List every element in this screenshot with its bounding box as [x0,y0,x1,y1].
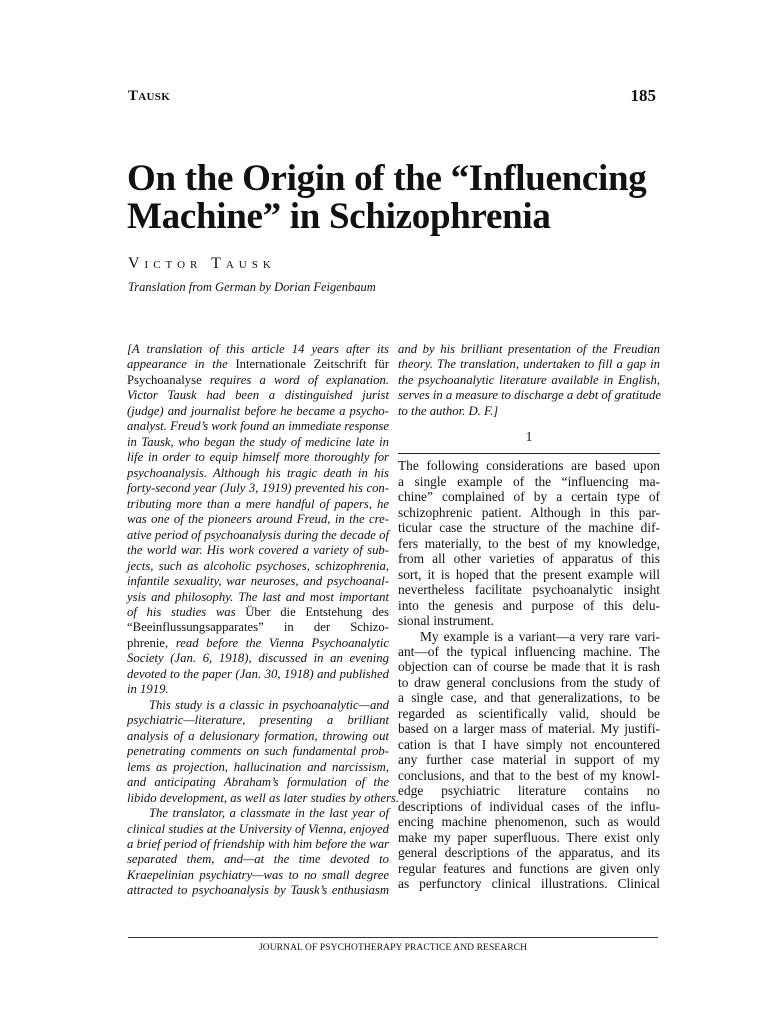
body-text [398,458,660,891]
italic-run: separated them, and—at the time devoted to [127,852,389,867]
text-line [127,790,400,806]
text-line [127,713,389,728]
text-line: regarded as scientifically valid, should be [398,705,660,721]
text-line: ant—of the typical influencing machine. The [398,643,660,659]
italic-run: Society (Jan. 6, 1918), discussed in an evening [127,651,389,666]
author-name: Victor Tausk [128,255,276,272]
italic-run: life in order to equip himself more thoroughly for [127,450,389,465]
running-head: Tausk [128,88,171,104]
text-line: nevertheless facilitate psychoanalytic insight [398,582,660,598]
text-line [127,760,389,775]
text-line: to draw general conclusions from the study of [398,674,660,690]
text-line [127,806,389,821]
text-line: a single example of the “influencing ma- [398,473,660,489]
text-line [127,605,389,620]
text-line: My example is a variant—a very rare vari- [420,628,660,644]
italic-run: Kraepelinian psychiatry—was to no small degree [127,867,389,882]
text-line [127,822,389,837]
italic-run: psychoanalysis. Although his tragic death in his [127,465,389,480]
italic-run: in Tausk, who began the study of medicine late in [127,434,389,449]
italic-run: in 1919. [127,682,169,697]
text-line: regular features and functions are given only [398,860,660,876]
text-line [127,574,389,589]
journal-footer: JOURNAL OF PSYCHOTHERAPY PRACTICE AND RESEARCH [258,943,528,953]
text-line: the psychoanalytic literature available in English, [398,372,660,387]
translator-credit: Translation from German by Dorian Feigenbaum [128,280,376,294]
text-line: objection can of course be made that it is rash [398,659,660,675]
italic-run: [A translation of this article 14 years after its [127,342,389,356]
italic-run: Victor Tausk had been a distinguished jurist [127,388,389,403]
italic-run: requires a word of explanation. [209,372,390,387]
italic-run: was one of the pioneers around Freud, in the cre- [127,512,389,527]
text-line [127,775,389,790]
text-line: sort, it is hoped that the present example will [398,566,660,582]
roman-run: Psychoanalyse [127,372,210,387]
text-line [127,667,389,682]
text-line [127,342,389,357]
text-line [127,729,389,744]
text-line [127,373,389,388]
text-line [127,744,389,759]
italic-run: psychiatric—literature, presenting a brilliant [127,713,389,728]
text-line [127,837,389,852]
translator-note-continued [398,342,660,419]
text-line: schizophrenic patient. Although in this par- [398,504,660,520]
text-line [127,636,389,651]
text-line [127,512,389,527]
italic-run: analyst. Freud’s work found an immediate response [127,419,389,434]
italic-run: libido development, as well as later studies by others. [127,790,400,805]
italic-run: of his studies was [127,604,246,619]
text-line [127,698,389,713]
text-line [127,682,389,697]
text-line: encing machine phenomenon, such as would [398,814,660,830]
text-line: as perfunctory clinical illustrations. Clinical [398,876,660,891]
italic-run: ysis and philosophy. The last and most important [127,589,389,604]
article-title: On the Origin of the “Influencing Machine” in Schizophrenia [127,158,647,237]
text-line [127,559,389,574]
right-column [398,342,660,891]
italic-run: clinical studies at the University of Vienna, enjoyed [127,821,389,836]
text-line: and by his brilliant presentation of the Freudian [398,342,660,356]
text-line [127,357,389,372]
text-line: edge psychiatric literature contains no [398,783,660,799]
italic-run: a brief period of friendship with him before the war [127,837,389,851]
roman-run: phrenie, [127,635,176,650]
italic-run: (judge) and journalist before he became a psycho- [127,403,389,418]
italic-run: tributing more than a mere handful of papers, he [127,496,389,511]
italic-run: and anticipating Abraham’s formulation of the [127,775,389,790]
italic-run: The translator, a classmate in the last year of [149,806,389,821]
text-line: make my paper superfluous. There exist only [398,829,660,845]
page-number: 185 [630,86,656,105]
italic-run: analysis of a delusionary formation, throwing out [127,728,389,743]
text-line: general descriptions of the apparatus, and its [398,845,660,861]
text-line: theory. The translation, undertaken to fill a gap in [398,357,660,372]
section-number: 1 [525,429,533,445]
italic-run: attracted to psychoanalysis by Tausk’s enthusiasm [127,883,389,898]
footer-rule [128,937,658,938]
text-line: into the genesis and purpose of this delu- [398,597,660,613]
text-line: any further case material in support of my [398,752,660,768]
italic-run: the world war. His work covered a variety of sub- [127,543,389,558]
text-line: sional instrument. [398,613,494,629]
italic-run: read before the Vienna Psychoanalytic [175,635,389,650]
roman-run: “Beeinflussungsapparates” in der Schizo- [127,620,389,635]
italic-run: jects, such as alcoholic psychoses, schizophrenia, [127,558,389,573]
roman-run: Über die Entstehung des [245,604,389,619]
text-line [127,620,389,635]
text-line: fers materially, to the best of my knowledge, [398,535,660,551]
text-line: ticular case the structure of the machine dif- [398,520,660,536]
italic-run: This study is a classic in psychoanalytic—and [149,697,389,712]
text-line: chine” complained of by a certain type of [398,489,660,505]
left-column [127,342,400,899]
text-line [127,543,389,558]
text-line [127,404,389,419]
text-line [127,466,389,481]
section-rule [398,453,660,454]
text-line [127,528,389,543]
italic-run: forty-second year (July 3, 1919) prevented his con- [127,481,389,496]
text-line: cation is that I have simply not encountered [398,736,660,752]
text-line: a single case, and that generalizations, to be [398,690,660,706]
roman-run: Internationale Zeitschrift für [235,357,389,372]
text-line: from all other varieties of apparatus of this [398,551,660,567]
text-line [127,883,389,898]
text-line [127,388,389,403]
text-line [127,435,389,450]
text-line [127,651,389,666]
text-line [127,868,389,883]
text-line: The following considerations are based upon [398,458,660,474]
text-line: serves in a measure to discharge a debt of gratitude [398,388,661,403]
text-line: based on a larger mass of material. My justifi- [398,721,660,737]
text-line [127,450,389,465]
italic-run: lems as projection, hallucination and narcissism, [127,759,389,774]
italic-run: ative period of psychoanalysis during the decade of [127,527,389,542]
text-line: conclusions, and that to the best of my knowl- [398,767,660,783]
text-line [127,419,389,434]
text-line [127,497,389,512]
text-line [127,852,389,867]
text-line: to the author. D. F.] [398,403,499,418]
text-line [127,590,389,605]
italic-run: infantile sexuality, war neuroses, and psychoanal- [127,574,389,589]
text-line [127,481,389,496]
italic-run: penetrating comments on such fundamental prob- [127,744,389,759]
italic-run: devoted to the paper (Jan. 30, 1918) and published [127,666,389,681]
italic-run: appearance in the [127,357,236,372]
text-line: descriptions of individual cases of the influ- [398,798,660,814]
